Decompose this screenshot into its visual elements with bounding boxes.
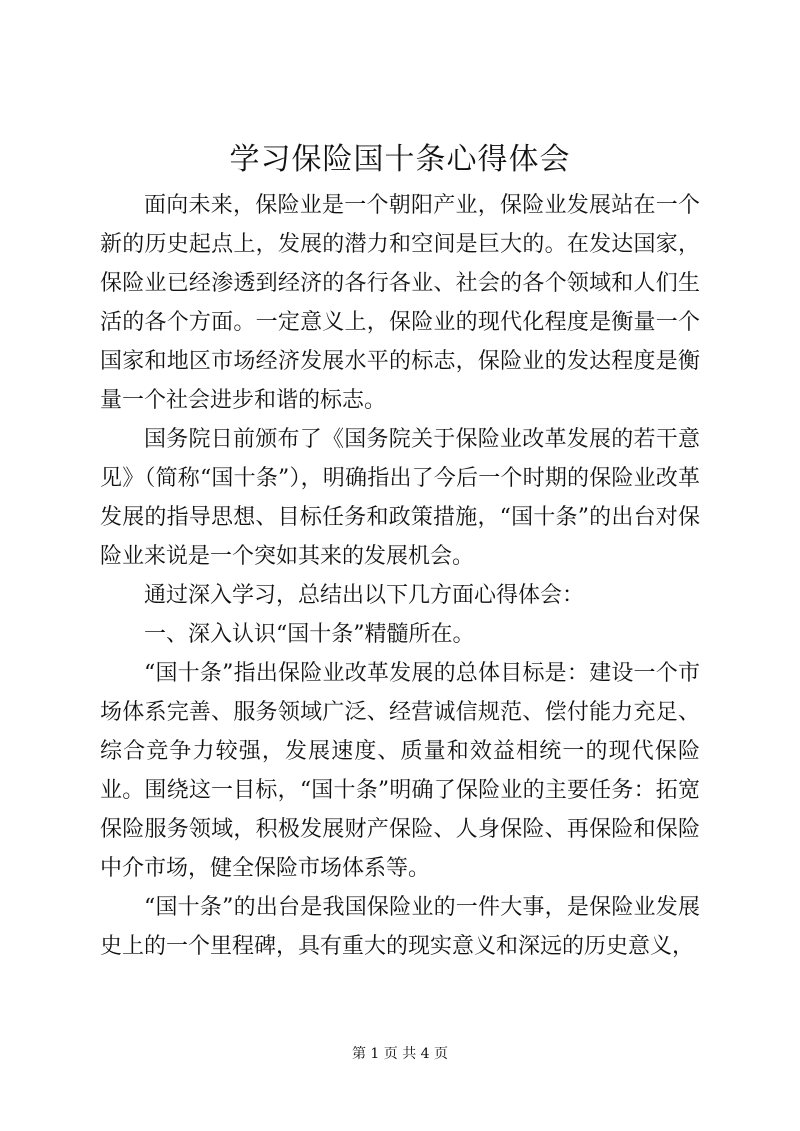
paragraph-1: 面向未来，保险业是一个朝阳产业，保险业发展站在一个新的历史起点上，发展的潜力和空间是巨大的。在发达国家，保险业已经渗透到经济的各行各业、社会的各个领域和人们生活的各个方面。一定意义上，保险业的现代化程度是衡量一个国家和地区市场经济发展水平的标志，保险业的发达程度是衡量一个社会进步和谐的标志。 — [100, 193, 700, 413]
paragraph-2: 国务院日前颁布了《国务院关于保险业改革发展的若干意见》（简称“国十条”），明确指出了今后一个时期的保险业改革发展的指导思想、目标任务和政策措施，“国十条”的出台对保险业来说是一个突如其来的发展机会。 — [100, 427, 700, 569]
paragraph-4: 一、深入认识“国十条”精髓所在。 — [144, 622, 475, 647]
paragraph-5: “国十条”指出保险业改革发展的总体目标是：建设一个市场体系完善、服务领域广泛、经营诚信规范、偿付能力充足、综合竞争力较强，发展速度、质量和效益相统一的现代保险业。围绕这一目标，“国十条”明确了保险业的主要任务：拓宽保险服务领域，积极发展财产保险、人身保险、再保险和保险中介市场，健全保险市场体系等。 — [100, 661, 700, 881]
document-title: 学习保险国十条心得体会 — [229, 142, 571, 177]
page-number-footer: 第 1 页 共 4 页 — [351, 1046, 449, 1062]
paragraph-6: “国十条”的出台是我国保险业的一件大事，是保险业发展史上的一个里程碑，具有重大的现实意义和深远的历史意义， — [100, 895, 700, 959]
document-body — [100, 186, 700, 966]
paragraph-3: 通过深入学习，总结出以下几方面心得体会： — [144, 583, 585, 608]
